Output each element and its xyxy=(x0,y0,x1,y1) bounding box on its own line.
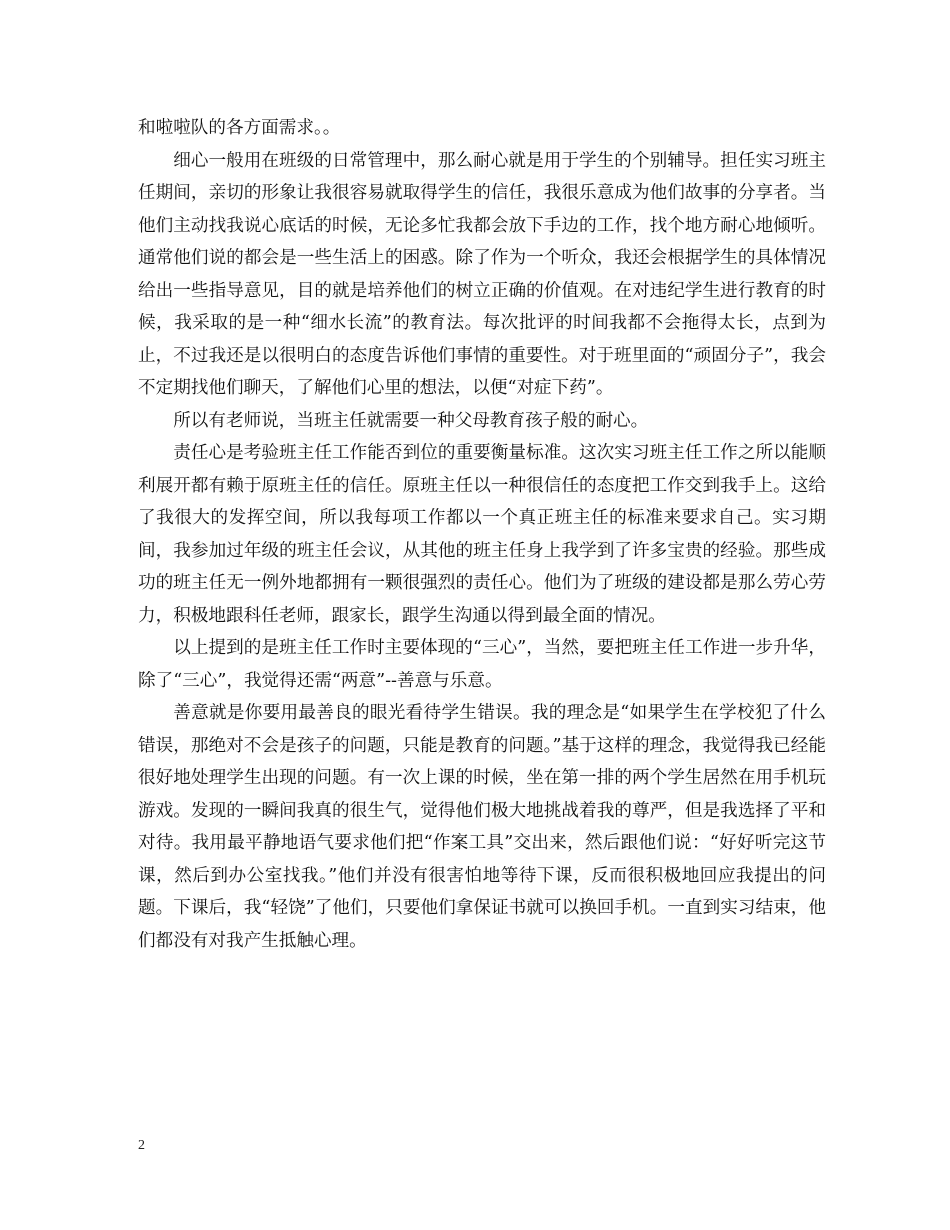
page-number: 2 xyxy=(138,1138,145,1153)
paragraph-1: 和啦啦队的各方面需求。。 xyxy=(138,118,341,138)
paragraph-3: 所以有老师说，当班主任就需要一种父母教育孩子般的耐心。 xyxy=(173,410,649,431)
paragraph-2: 细心一般用在班级的日常管理中，那么耐心就是用于学生的个别辅导。担任实习班主任期间，亲切的形象让我很容易就取得学生的信任，我很乐意成为他们故事的分享者。当他们主动找我说心底话的时候，无论多忙我都会放下手边的工作，找个地方耐心地倾听。通常他们说的都会是一些生活上的困惑。除了作为一个听众，我还会根据学生的具体情况给出一些指导意见，目的就是培养他们的树立正确的价值观。在对违纪学生进行教育的时候，我采取的是一种“细水长流”的教育法。每次批评的时间我都不会拖得太长，点到为止，不过我还是以很明白的态度告诉他们事情的重要性。对于班里面的“顽固分子”，我会不定期找他们聊天，了解他们心里的想法，以便“对症下药”。 xyxy=(138,150,826,398)
paragraph-6: 善意就是你要用最善良的眼光看待学生错误。我的理念是“如果学生在学校犯了什么错误，那绝对不会是孩子的问题，只能是教育的问题。”基于这样的理念，我觉得我已经能很好地处理学生出现的问题。有一次上课的时候，坐在第一排的两个学生居然在用手机玩游戏。发现的一瞬间我真的很生气，觉得他们极大地挑战着我的尊严，但是我选择了平和对待。我用最平静地语气要求他们把“作案工具”交出来，然后跟他们说：“好好听完这节课，然后到办公室找我。”他们并没有很害怕地等待下课，反而很积极地回应我提出的问题。下课后，我“轻饶”了他们，只要他们拿保证书就可以换回手机。一直到实习结束，他们都没有对我产生抵触心理。 xyxy=(138,703,826,951)
paragraph-4: 责任心是考验班主任工作能否到位的重要衡量标准。这次实习班主任工作之所以能顺利展开都有赖于原班主任的信任。原班主任以一种很信任的态度把工作交到我手上。这给了我很大的发挥空间，所以我每项工作都以一个真正班主任的标准来要求自己。实习期间，我参加过年级的班主任会议，从其他的班主任身上我学到了许多宝贵的经验。那些成功的班主任无一例外地都拥有一颗很强烈的责任心。他们为了班级的建设都是那么劳心劳力，积极地跟科任老师，跟家长，跟学生沟通以得到最全面的情况。 xyxy=(138,443,826,626)
paragraph-5: 以上提到的是班主任工作时主要体现的“三心”，当然，要把班主任工作进一步升华，除了“三心”，我觉得还需“两意”--善意与乐意。 xyxy=(138,638,826,691)
body-text xyxy=(138,112,826,957)
